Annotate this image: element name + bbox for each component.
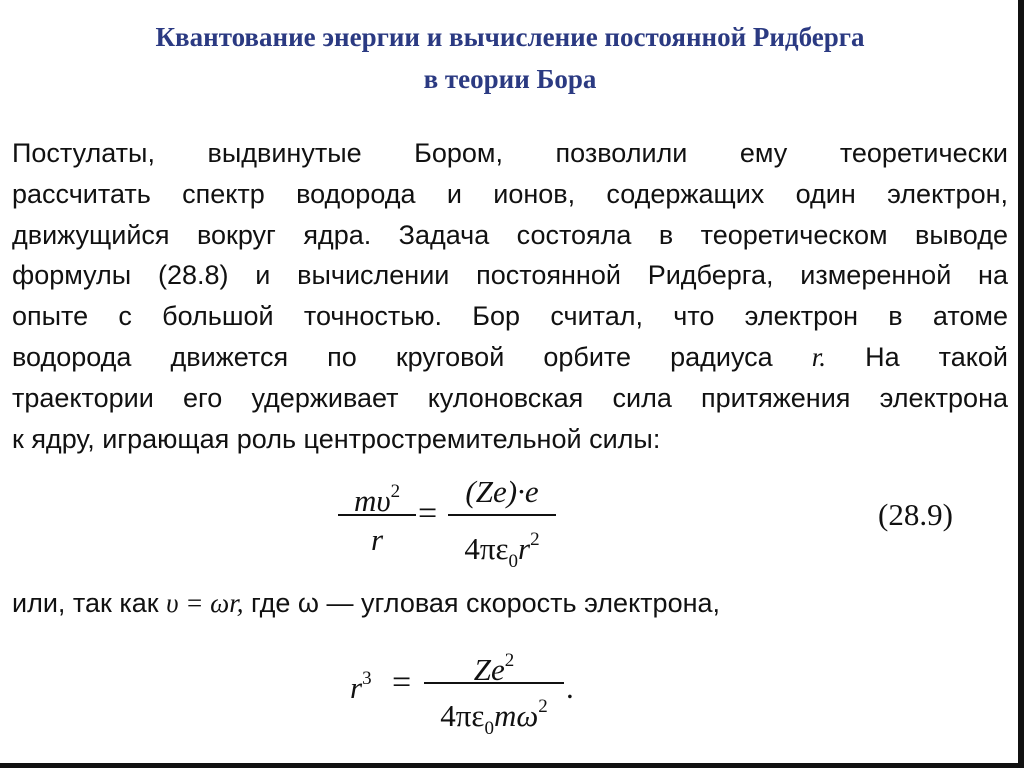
slide-border-bottom bbox=[0, 763, 1024, 768]
fraction-denominator bbox=[424, 684, 564, 739]
paragraph-line: траектории его удерживает кулоновская сила притяжения электрона bbox=[12, 382, 1008, 413]
subscript: 0 bbox=[484, 718, 494, 739]
formula-r-cubed bbox=[350, 636, 610, 746]
fraction-lhs bbox=[338, 470, 416, 560]
text-prefix: или, так как bbox=[12, 588, 167, 618]
slide-border-right bbox=[1018, 0, 1024, 768]
body-paragraph bbox=[12, 133, 1008, 459]
fraction-numerator bbox=[448, 470, 556, 514]
exponent: 2 bbox=[538, 696, 548, 717]
denominator-m-omega: mω bbox=[493, 698, 539, 733]
paragraph-line: движущийся вокруг ядра. Задача состояла в теоретическом выводе bbox=[12, 219, 1008, 250]
fraction-denominator bbox=[448, 516, 556, 572]
denominator-4-pi-eps: 4πε bbox=[440, 698, 485, 733]
paragraph-line: рассчитать спектр водорода и ионов, содержащих один электрон, bbox=[12, 178, 1008, 209]
formula-28-9 bbox=[330, 470, 590, 580]
lhs-r-cubed bbox=[350, 668, 372, 706]
fraction-rhs bbox=[448, 470, 556, 572]
fraction-numerator bbox=[338, 470, 416, 518]
fraction-denominator: r bbox=[370, 522, 384, 557]
paragraph-line: формулы (28.8) и вычислении постоянной Ридберга, измеренной на bbox=[12, 260, 1008, 291]
paragraph-line-text: водорода движется по круговой орбите радиуса bbox=[12, 341, 773, 372]
numerator-ze-e: (Ze)·e bbox=[465, 474, 539, 509]
exponent: 2 bbox=[390, 481, 401, 502]
exponent: 2 bbox=[504, 650, 515, 671]
equals-sign: = bbox=[392, 664, 412, 701]
fraction-numerator bbox=[424, 636, 564, 687]
fraction bbox=[424, 636, 564, 739]
paragraph-line: опыте с большой точностью. Бор считал, что электрон в атоме bbox=[12, 301, 1008, 332]
lhs-r: r bbox=[350, 670, 363, 705]
inline-expression: υ = ωr, bbox=[166, 588, 244, 618]
period: . bbox=[566, 670, 574, 705]
numerator-ze: Ze bbox=[473, 652, 505, 687]
equation-number: (28.9) bbox=[878, 497, 953, 532]
exponent: 3 bbox=[362, 668, 372, 689]
subscript: 0 bbox=[508, 551, 519, 572]
exponent: 2 bbox=[530, 529, 540, 550]
text-suffix: где ω — угловая скорость электрона, bbox=[243, 588, 721, 618]
radius-symbol: r. bbox=[811, 341, 827, 372]
paragraph-line: к ядру, играющая роль центростремительной силы: bbox=[12, 423, 661, 454]
denominator-4-pi-eps: 4πε bbox=[464, 531, 509, 566]
text-line-after-formula bbox=[12, 583, 720, 623]
numerator-m-v: mυ bbox=[353, 483, 391, 518]
title-line-2: в теории Бора bbox=[423, 64, 597, 94]
paragraph-line-tail: На такой bbox=[865, 341, 1008, 372]
paragraph-line: Постулаты, выдвинутые Бором, позволили ему теоретически bbox=[12, 138, 1008, 168]
paragraph-line-radius bbox=[12, 337, 1008, 378]
equals-sign: = bbox=[418, 495, 438, 532]
denominator-r: r bbox=[518, 531, 531, 566]
title-line-1: Квантование энергии и вычисление постоянной Ридберга bbox=[155, 22, 865, 52]
slide-title bbox=[0, 16, 1020, 100]
